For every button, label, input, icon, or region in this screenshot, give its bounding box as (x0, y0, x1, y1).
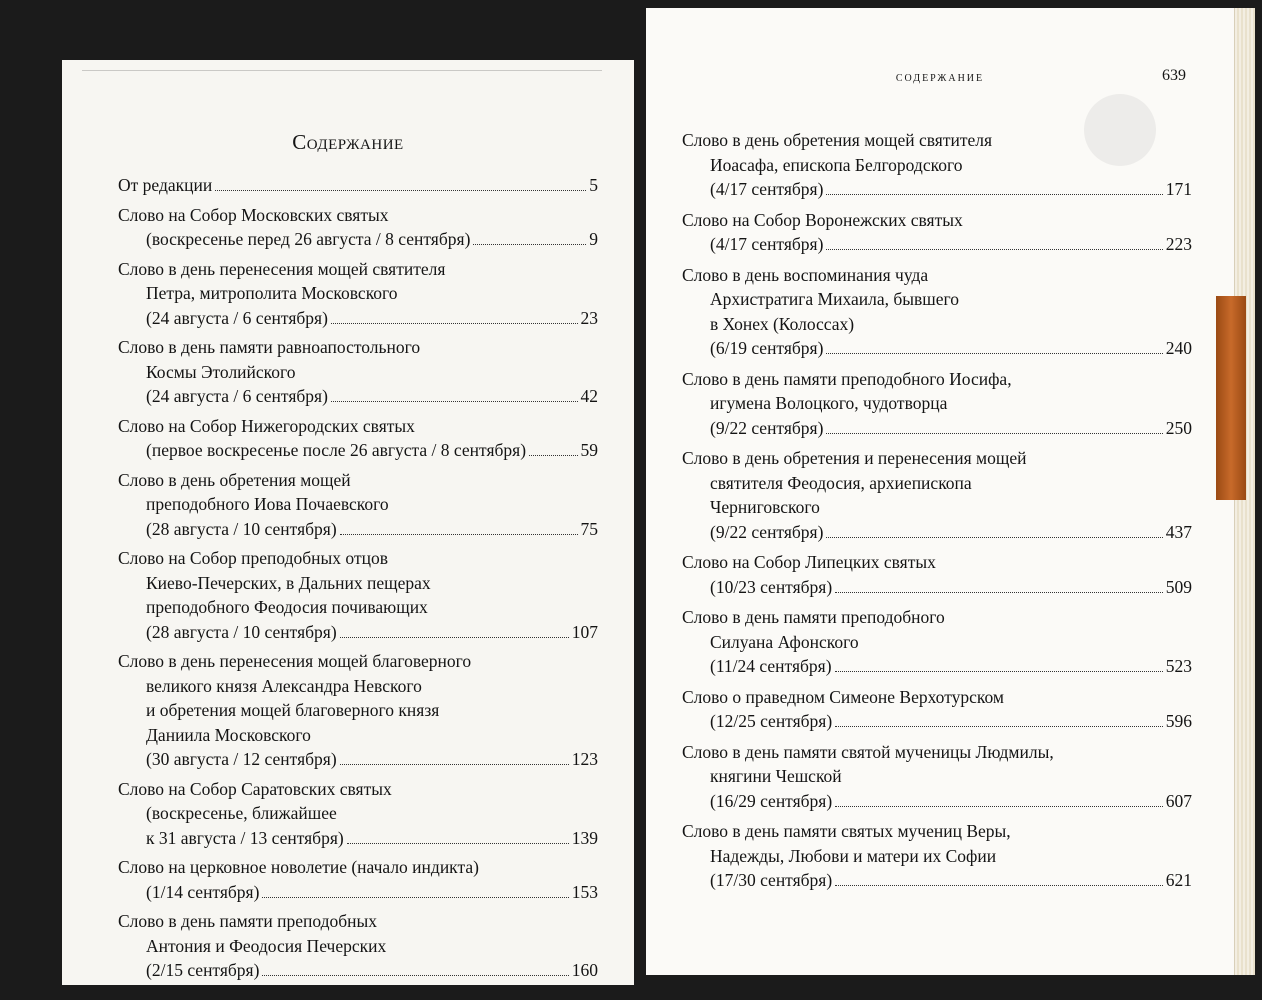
toc-entry-last-line (118, 306, 598, 331)
toc-entry (118, 909, 598, 983)
toc-entry-text: (28 августа / 10 сентября) (146, 621, 337, 642)
dot-leader (340, 764, 569, 765)
toc-entry-last-line (682, 654, 1192, 679)
toc-page-number: 23 (580, 307, 598, 328)
toc-entry-line: Слово на Собор Липецких святых (682, 552, 936, 572)
toc-entry-line: Слово в день перенесения мощей святителя (118, 258, 446, 279)
toc-page-number: 223 (1165, 234, 1192, 254)
toc-page-number: 139 (571, 827, 598, 848)
running-head: содержание (895, 70, 985, 85)
toc-entry-last-line (682, 575, 1192, 600)
toc-entry (118, 649, 598, 772)
toc-entry (682, 367, 1192, 441)
toc-entry-line: Слово на Собор Саратовских святых (118, 778, 392, 799)
toc-entry-line: Слово в день воспоминания чуда (682, 264, 929, 285)
toc-page-number: 596 (1165, 711, 1192, 731)
toc-entry-text: (11/24 сентября) (710, 656, 832, 676)
toc-page-number: 9 (589, 229, 598, 249)
dot-leader (529, 455, 577, 456)
toc-entry (118, 257, 598, 331)
show-through-header (82, 70, 602, 83)
toc-entry-last-line (118, 438, 598, 463)
toc-entry-line: преподобного Иова Почаевского (146, 494, 389, 514)
dot-leader (826, 433, 1162, 434)
toc-entry-line: и обретения мощей благоверного князя (146, 700, 440, 720)
toc-entry-line: Черниговского (710, 497, 820, 517)
toc-entry-last-line (682, 789, 1192, 814)
toc-entry-line: Слово на Собор преподобных отцов (118, 548, 388, 568)
toc-page-number: 437 (1165, 521, 1192, 542)
dot-leader (826, 353, 1162, 354)
toc-entry (118, 203, 598, 252)
toc-entry-line: преподобного Феодосия почивающих (146, 597, 428, 617)
toc-entry-last-line (118, 173, 598, 198)
dot-leader (835, 592, 1163, 593)
dot-leader (262, 975, 568, 976)
toc-page-number: 621 (1165, 870, 1192, 890)
toc-entry-line: Космы Этолийского (146, 361, 296, 382)
toc-entry-text: (6/19 сентября) (710, 338, 824, 358)
toc-entry (682, 550, 1192, 599)
dot-leader (215, 190, 586, 191)
toc-entry (118, 468, 598, 542)
toc-entry-line: Слово в день памяти преподобного (682, 607, 945, 627)
toc-entry (118, 777, 598, 851)
toc-entry-line: (воскресенье, ближайшее (146, 803, 337, 823)
toc-entry-text: к 31 августа / 13 сентября) (146, 827, 344, 848)
toc-entry-line: игумена Волоцкого, чудотворца (710, 393, 948, 413)
toc-entry-last-line (682, 709, 1192, 734)
toc-page-number: 59 (580, 440, 598, 460)
toc-page-number: 607 (1165, 790, 1192, 811)
toc-entry-line: Слово в день памяти преподобных (118, 911, 378, 931)
toc-entry-text: (воскресенье перед 26 августа / 8 сентября) (146, 229, 471, 249)
toc-entry-last-line (118, 384, 598, 409)
toc-entry-last-line (118, 826, 598, 851)
toc-entry-text: (24 августа / 6 сентября) (146, 307, 328, 328)
dot-leader (835, 671, 1163, 672)
dot-leader (826, 194, 1162, 195)
toc-entry-line: Слово на Собор Воронежских святых (682, 209, 963, 230)
toc-entry-line: Даниила Московского (146, 724, 311, 745)
toc-entry-line: Силуана Афонского (710, 631, 859, 652)
toc-entry (682, 685, 1192, 734)
toc-entry-line: Слово в день обретения и перенесения мощей (682, 448, 1027, 468)
toc-page-number: 123 (571, 749, 598, 769)
toc-entry-text: От редакции (118, 175, 213, 195)
toc-entry-line: святителя Феодосия, архиепископа (710, 472, 972, 493)
dot-leader (835, 885, 1163, 886)
dot-leader (262, 897, 568, 898)
toc-entry-line: Слово в день обретения мощей святителя (682, 130, 993, 150)
page-number: 639 (1162, 67, 1186, 84)
toc-entry-text: (30 августа / 12 сентября) (146, 749, 337, 769)
toc-entry (682, 446, 1192, 544)
toc-entry-last-line (118, 958, 598, 983)
dot-leader (835, 726, 1163, 727)
toc-entry (118, 546, 598, 644)
toc-entry-line: Архистратига Михаила, бывшего (710, 289, 960, 309)
toc-entry-last-line (682, 416, 1192, 441)
toc-entry-line: Киево-Печерских, в Дальних пещерах (146, 572, 431, 593)
dot-leader (331, 401, 578, 402)
toc-entry-text: (10/23 сентября) (710, 576, 833, 597)
toc-entry-line: великого князя Александра Невского (146, 675, 422, 696)
toc-entry-line: Слово о праведном Симеоне Верхотурском (682, 686, 1004, 707)
toc-page-number: 160 (571, 960, 598, 980)
toc-entry-last-line (118, 227, 598, 252)
toc-page-number: 240 (1165, 338, 1192, 358)
toc-entry-last-line (118, 620, 598, 645)
toc-entry-text: (9/22 сентября) (710, 417, 824, 438)
toc-entry-text: (28 августа / 10 сентября) (146, 518, 337, 539)
toc-entry-text: (первое воскресенье после 26 августа / 8 сентября) (146, 440, 527, 460)
dot-leader (331, 323, 578, 324)
toc-entry-line: Слово в день памяти преподобного Иосифа, (682, 368, 1012, 389)
dot-leader (473, 244, 586, 245)
toc-page-number: 509 (1165, 576, 1192, 597)
toc-entry-line: Слово в день памяти святых мучениц Веры, (682, 821, 1011, 841)
toc-entry-last-line (682, 177, 1192, 202)
toc-entry-line: Петра, митрополита Московского (146, 283, 398, 303)
toc-entry (118, 335, 598, 409)
toc-entry (118, 173, 598, 198)
toc-entry-line: Слово на Собор Нижегородских святых (118, 415, 415, 436)
toc-entry-last-line (682, 520, 1192, 545)
toc-entry-text: (4/17 сентября) (710, 234, 824, 254)
toc-entry-text: (4/17 сентября) (710, 179, 824, 199)
toc-entry (682, 128, 1192, 202)
dot-leader (835, 806, 1163, 807)
toc-page-number: 42 (580, 386, 598, 406)
toc-entry (682, 819, 1192, 893)
toc-entry-last-line (118, 747, 598, 772)
toc-entry-line: Слово на Собор Московских святых (118, 204, 389, 225)
toc-right (682, 128, 1192, 899)
toc-page-number: 523 (1165, 656, 1192, 676)
toc-entry (118, 414, 598, 463)
toc-entry-line: Слово на церковное новолетие (начало индикта) (118, 857, 479, 877)
toc-entry-last-line (682, 336, 1192, 361)
toc-entry-last-line (118, 517, 598, 542)
toc-entry-line: Слово в день памяти святой мученицы Людмилы, (682, 741, 1054, 762)
toc-entry-last-line (118, 880, 598, 905)
toc-entry (118, 855, 598, 904)
toc-page-number: 5 (589, 175, 598, 195)
toc-entry (682, 740, 1192, 814)
toc-entry-line: Слово в день обретения мощей (118, 469, 351, 490)
toc-entry-text: (17/30 сентября) (710, 870, 833, 890)
bookmark-ribbon (1216, 296, 1246, 500)
toc-entry-text: (24 августа / 6 сентября) (146, 386, 328, 406)
toc-entry-text: (2/15 сентября) (146, 960, 260, 980)
dot-leader (340, 637, 569, 638)
toc-entry-last-line (682, 868, 1192, 893)
dot-leader (826, 249, 1162, 250)
dot-leader (340, 534, 578, 535)
toc-entry-text: (9/22 сентября) (710, 521, 824, 542)
toc-entry-line: Антония и Феодосия Печерских (146, 935, 387, 956)
toc-entry-last-line (682, 232, 1192, 257)
toc-page-number: 171 (1165, 179, 1192, 199)
toc-entry (682, 263, 1192, 361)
toc-page-number: 153 (571, 881, 598, 902)
toc-page-number: 107 (571, 621, 598, 642)
left-page (62, 60, 634, 985)
dot-leader (826, 537, 1162, 538)
toc-entry (682, 208, 1192, 257)
right-page (646, 8, 1234, 975)
toc-entry-line: Слово в день памяти равноапостольного (118, 337, 421, 357)
toc-entry-text: (12/25 сентября) (710, 711, 833, 731)
dot-leader (347, 843, 569, 844)
toc-entry-line: княгини Чешской (710, 766, 842, 786)
toc-entry-line: в Хонех (Колоссах) (710, 313, 855, 334)
toc-entry-text: (16/29 сентября) (710, 790, 833, 811)
toc-entry-line: Слово в день перенесения мощей благоверного (118, 651, 472, 671)
toc-left (118, 173, 598, 985)
contents-title: Содержание (292, 130, 404, 154)
toc-entry-line: Иоасафа, епископа Белгородского (710, 154, 963, 175)
toc-entry-text: (1/14 сентября) (146, 881, 260, 902)
toc-entry-line: Надежды, Любови и матери их Софии (710, 845, 997, 866)
toc-page-number: 75 (580, 518, 598, 539)
toc-entry (682, 605, 1192, 679)
toc-page-number: 250 (1165, 417, 1192, 438)
